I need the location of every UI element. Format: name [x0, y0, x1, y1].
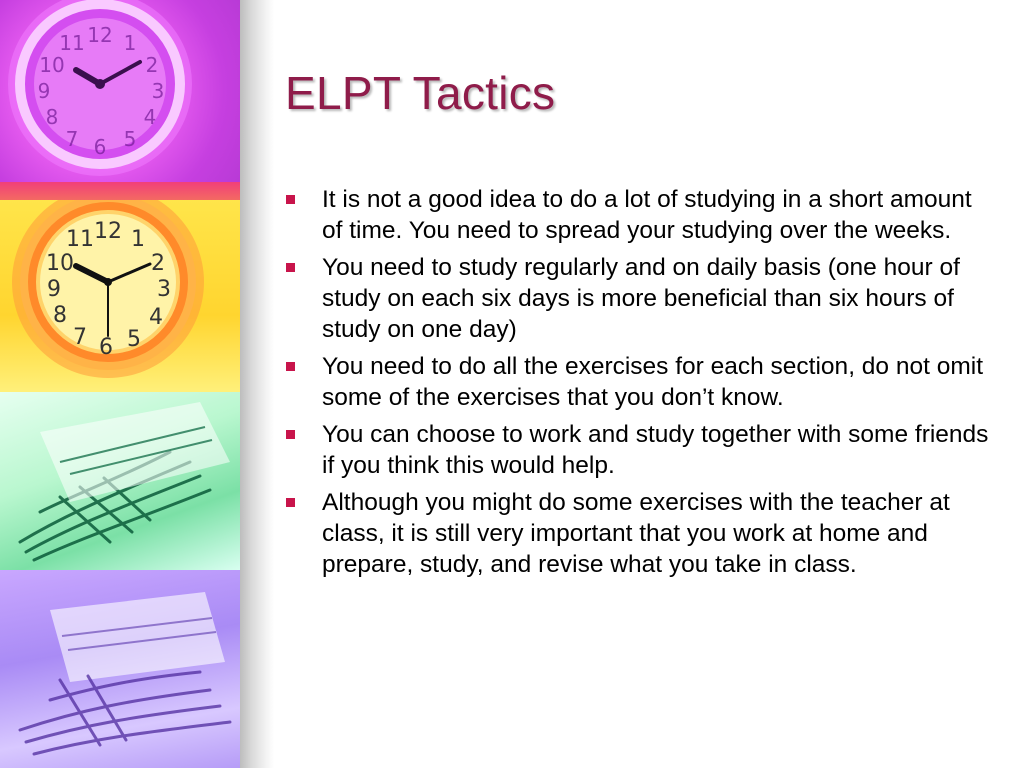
clock-numeral: 2 — [151, 251, 165, 276]
yellow-clock-icon — [0, 200, 240, 392]
clock-numeral: 8 — [53, 303, 67, 328]
bullet-square-icon — [286, 430, 295, 439]
clock-numeral: 5 — [123, 127, 137, 151]
bullet-text: You need to study regularly and on daily basis (one hour of study on each six days is more beneficial than six hours of study on one day) — [322, 254, 960, 343]
clock-numeral: 12 — [94, 219, 122, 244]
bullet-list — [286, 184, 991, 586]
purple-books-image — [0, 570, 240, 768]
bullet-text: You can choose to work and study together with some friends if you think this would help. — [322, 421, 989, 479]
bullet-item — [286, 184, 991, 246]
bullet-item — [286, 487, 991, 580]
decorative-image-strip — [0, 0, 240, 768]
strip-shadow — [240, 0, 274, 768]
bullet-item — [286, 252, 991, 345]
clock-numeral: 3 — [157, 277, 171, 302]
bullet-square-icon — [286, 195, 295, 204]
panel-divider — [0, 182, 240, 200]
clock-numeral: 7 — [73, 325, 87, 350]
bullet-text: Although you might do some exercises with the teacher at class, it is still very important that you work at home and prepare, study, and revise what you take in class. — [322, 489, 950, 578]
purple-clock-icon — [0, 0, 240, 182]
clock-numeral: 1 — [131, 227, 145, 252]
clock-numeral: 7 — [65, 127, 79, 151]
bullet-text: It is not a good idea to do a lot of studying in a short amount of time. You need to spread your studying over the weeks. — [322, 186, 972, 244]
clock-numeral: 4 — [143, 105, 157, 129]
clock-numeral: 9 — [37, 79, 51, 103]
clock-numeral: 1 — [123, 31, 137, 55]
clock-numeral: 6 — [99, 335, 113, 360]
clock-numeral: 10 — [39, 53, 65, 77]
clock-numeral: 6 — [93, 135, 107, 159]
slide-title: ELPT Tactics — [285, 67, 556, 119]
clock-numeral: 3 — [151, 79, 165, 103]
clock-numeral: 2 — [145, 53, 159, 77]
clock-numeral: 12 — [87, 23, 113, 47]
clock-numeral: 11 — [59, 31, 85, 55]
clock-numeral: 9 — [47, 277, 61, 302]
books-icon — [0, 570, 240, 768]
bullet-square-icon — [286, 498, 295, 507]
bullet-item — [286, 419, 991, 481]
bullet-square-icon — [286, 362, 295, 371]
clock-numeral: 5 — [127, 327, 141, 352]
bullet-square-icon — [286, 263, 295, 272]
clock-numeral: 10 — [46, 251, 74, 276]
books-icon — [0, 392, 240, 570]
yellow-clock-image — [0, 200, 240, 392]
bullet-text: You need to do all the exercises for each section, do not omit some of the exercises that you don’t know. — [322, 353, 984, 411]
clock-numeral: 8 — [45, 105, 59, 129]
clock-numeral: 4 — [149, 305, 163, 330]
green-books-image — [0, 392, 240, 570]
clock-numeral: 11 — [66, 227, 94, 252]
purple-clock-image — [0, 0, 240, 182]
bullet-item — [286, 351, 991, 413]
